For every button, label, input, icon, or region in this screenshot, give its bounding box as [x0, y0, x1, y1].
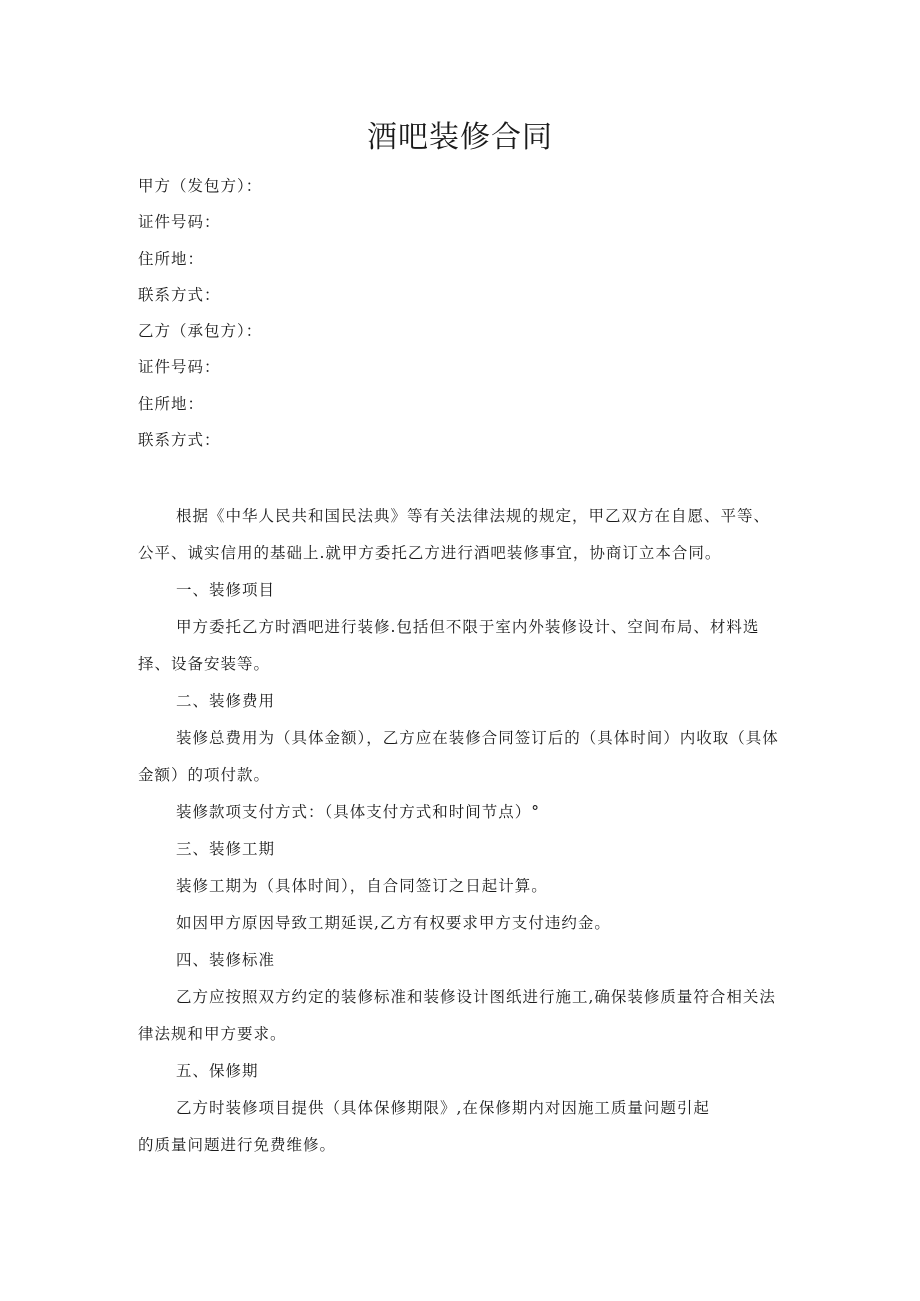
- section-3-paragraph-2: 如因甲方原因导致工期延误,乙方有权要求甲方支付违约金。: [176, 914, 611, 932]
- party-a-contact-label: 联系方式：: [138, 285, 221, 304]
- section-heading-3: 三、装修工期: [176, 840, 276, 858]
- party-info: [138, 176, 262, 466]
- intro-paragraph: 根据《中华人民共和国民法典》等有关法律法规的规定，甲乙双方在自愿、平等、公平、诚实信用的基础上.就甲方委托乙方进行酒吧装修事宜，协商订立本合同。: [138, 507, 771, 562]
- section-1-paragraph: 甲方委托乙方时酒吧进行装修.包括但不限于室内外装修设计、空间布局、材料选择、设备安装等。: [138, 618, 760, 673]
- document-title: 酒吧装修合同: [367, 120, 553, 155]
- party-b-label: 乙方（承包方）：: [138, 322, 263, 341]
- section-heading-4: 四、装修标准: [176, 951, 276, 969]
- section-heading-2: 二、装修费用: [176, 692, 276, 710]
- party-b-contact-label: 联系方式：: [138, 431, 221, 450]
- section-5-paragraph-line-2: 的质量问题进行免费维修。: [138, 1136, 337, 1154]
- section-heading-1: 一、装修项目: [176, 581, 276, 599]
- section-4-paragraph: 乙方应按照双方约定的装修标准和装修设计图纸进行施工,确保装修质量符合相关法律法规和甲方要求。: [138, 988, 776, 1043]
- party-a-label: 甲方（发包方）：: [138, 177, 263, 195]
- section-2-paragraph-1: 装修总费用为（具体金额），乙方应在装修合同签订后的（具体时间）内收取（具体金额）的项付款。: [138, 729, 779, 784]
- section-heading-5: 五、保修期: [176, 1062, 259, 1080]
- party-a-id-label: 证件号码：: [138, 213, 221, 232]
- section-5-paragraph-line-1: 乙方时装修项目提供（具体保修期限》,在保修期内对因施工质量问题引起: [176, 1099, 710, 1117]
- party-b-id-label: 证件号码：: [138, 358, 221, 377]
- contract-body: [138, 498, 783, 1164]
- party-a-address-label: 住所地：: [138, 249, 205, 268]
- section-3-paragraph-1: 装修工期为（具体时间），自合同签订之日起计算。: [176, 877, 548, 895]
- section-2-paragraph-2: 装修款项支付方式：（具体支付方式和时间节点）°: [176, 803, 541, 821]
- party-b-address-label: 住所地：: [138, 394, 205, 413]
